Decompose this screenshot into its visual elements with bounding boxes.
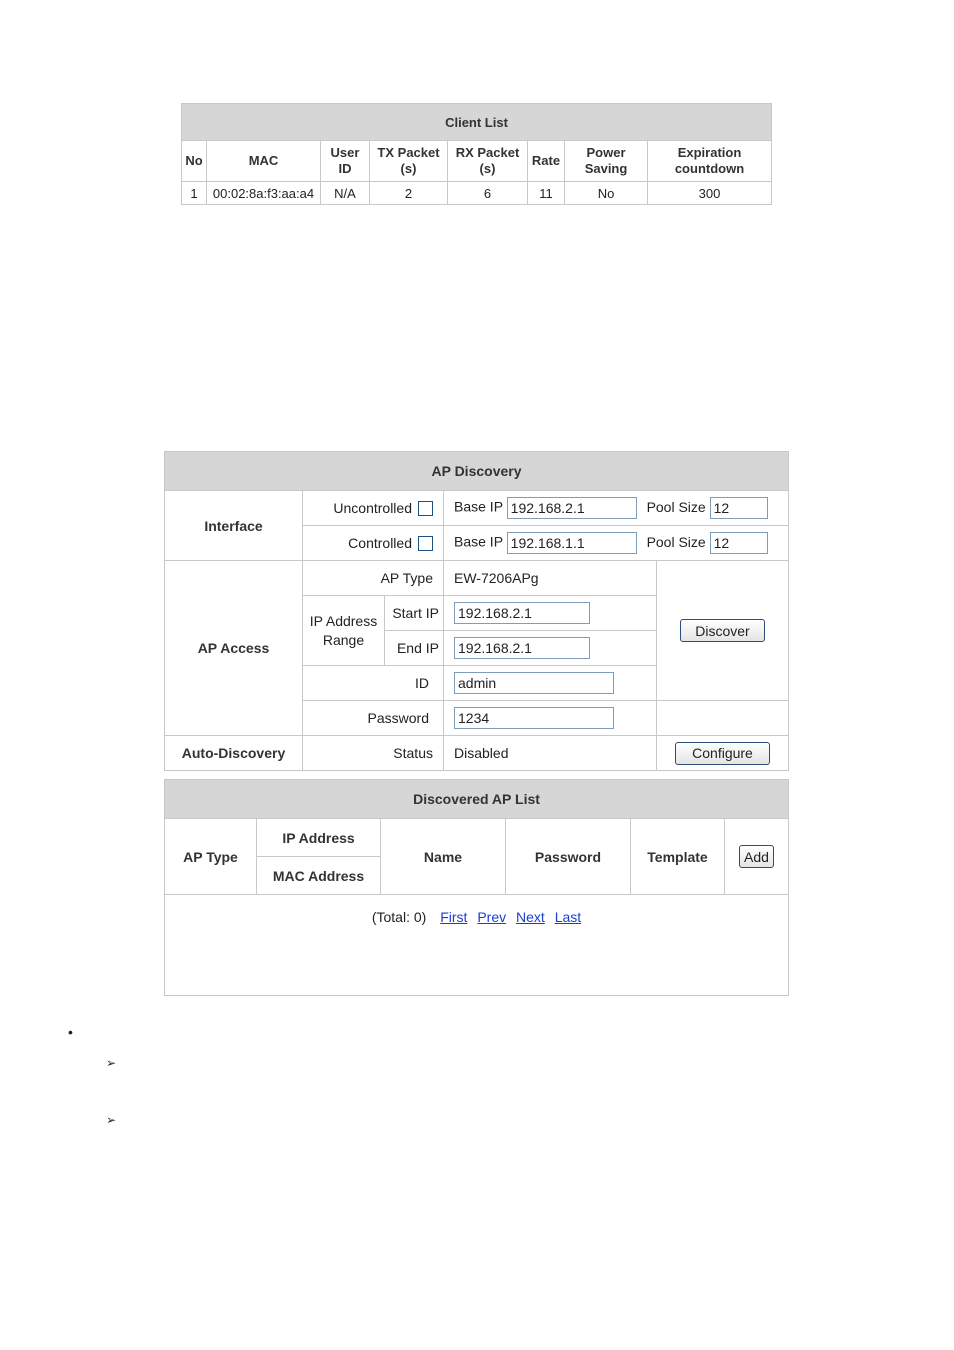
prev-link[interactable]: Prev bbox=[477, 909, 507, 925]
cell-tx-packet: 2 bbox=[370, 182, 448, 205]
header-user-id: User ID bbox=[321, 141, 370, 182]
controlled-checkbox[interactable] bbox=[418, 536, 433, 551]
uncontrolled-base-ip-input[interactable] bbox=[507, 497, 637, 519]
cell-rx-packet: 6 bbox=[448, 182, 528, 205]
uncontrolled-cell bbox=[303, 491, 444, 526]
bullet-arrow-1: ➢ bbox=[106, 1056, 117, 1070]
discover-button[interactable]: Discover bbox=[680, 619, 765, 642]
uncontrolled-checkbox[interactable] bbox=[418, 501, 433, 516]
id-input[interactable] bbox=[454, 672, 614, 694]
client-list-title: Client List bbox=[182, 104, 772, 141]
controlled-pool-size-input[interactable] bbox=[710, 532, 768, 554]
controlled-label: Controlled bbox=[348, 534, 412, 551]
add-cell bbox=[725, 819, 789, 895]
password-label: Password bbox=[303, 701, 444, 736]
controlled-settings bbox=[444, 526, 789, 561]
discovered-ap-list-table bbox=[164, 779, 789, 996]
cell-mac: 00:02:8a:f3:aa:a4 bbox=[207, 182, 321, 205]
header-rx-packet: RX Packet (s) bbox=[448, 141, 528, 182]
end-ip-input[interactable] bbox=[454, 637, 590, 659]
id-label: ID bbox=[303, 666, 444, 701]
status-value: Disabled bbox=[444, 736, 657, 771]
uncontrolled-settings bbox=[444, 491, 789, 526]
ap-type-label: AP Type bbox=[303, 561, 444, 596]
cell-no: 1 bbox=[182, 182, 207, 205]
configure-button[interactable]: Configure bbox=[675, 742, 770, 765]
empty-cell bbox=[657, 701, 789, 736]
controlled-cell bbox=[303, 526, 444, 561]
interface-label: Interface bbox=[165, 491, 303, 561]
first-link[interactable]: First bbox=[440, 909, 468, 925]
bullet-dot: • bbox=[68, 1024, 73, 1040]
bullet-arrow-2: ➢ bbox=[106, 1113, 117, 1127]
header-ip-address: IP Address bbox=[257, 819, 381, 857]
discover-cell bbox=[657, 561, 789, 701]
header-no: No bbox=[182, 141, 207, 182]
uncontrolled-pool-size-label: Pool Size bbox=[646, 498, 706, 515]
ap-type-value: EW-7206APg bbox=[444, 561, 657, 596]
client-list-table bbox=[181, 103, 772, 205]
discovered-ap-list-title: Discovered AP List bbox=[165, 780, 789, 819]
ap-discovery-table bbox=[164, 451, 789, 771]
start-ip-input[interactable] bbox=[454, 602, 590, 624]
ap-access-label: AP Access bbox=[165, 561, 303, 736]
cell-rate: 11 bbox=[528, 182, 565, 205]
end-ip-cell bbox=[444, 631, 657, 666]
header-mac-address: MAC Address bbox=[257, 857, 381, 895]
add-button[interactable]: Add bbox=[739, 845, 774, 868]
last-link[interactable]: Last bbox=[554, 909, 582, 925]
auto-discovery-label: Auto-Discovery bbox=[165, 736, 303, 771]
header-template: Template bbox=[631, 819, 725, 895]
uncontrolled-label: Uncontrolled bbox=[333, 499, 412, 516]
configure-cell bbox=[657, 736, 789, 771]
password-input[interactable] bbox=[454, 707, 614, 729]
password-cell bbox=[444, 701, 657, 736]
end-ip-label: End IP bbox=[385, 631, 444, 666]
header-ap-type: AP Type bbox=[165, 819, 257, 895]
table-row bbox=[182, 182, 772, 205]
cell-user-id: N/A bbox=[321, 182, 370, 205]
header-password: Password bbox=[506, 819, 631, 895]
id-cell bbox=[444, 666, 657, 701]
client-list-header-row bbox=[182, 141, 772, 182]
status-label: Status bbox=[303, 736, 444, 771]
header-power-saving: Power Saving bbox=[565, 141, 648, 182]
controlled-base-ip-label: Base IP bbox=[454, 533, 503, 550]
header-name: Name bbox=[381, 819, 506, 895]
total-count: (Total: 0) bbox=[371, 909, 427, 925]
start-ip-label: Start IP bbox=[385, 596, 444, 631]
uncontrolled-pool-size-input[interactable] bbox=[710, 497, 768, 519]
cell-power-saving: No bbox=[565, 182, 648, 205]
header-rate: Rate bbox=[528, 141, 565, 182]
start-ip-cell bbox=[444, 596, 657, 631]
ap-discovery-title: AP Discovery bbox=[165, 452, 789, 491]
pager bbox=[165, 895, 789, 996]
header-expiration: Expiration countdown bbox=[648, 141, 772, 182]
controlled-base-ip-input[interactable] bbox=[507, 532, 637, 554]
cell-expiration: 300 bbox=[648, 182, 772, 205]
next-link[interactable]: Next bbox=[516, 909, 545, 925]
header-mac: MAC bbox=[207, 141, 321, 182]
controlled-pool-size-label: Pool Size bbox=[646, 533, 706, 550]
ip-range-label: IP Address Range bbox=[303, 596, 385, 666]
header-tx-packet: TX Packet (s) bbox=[370, 141, 448, 182]
uncontrolled-base-ip-label: Base IP bbox=[454, 498, 503, 515]
